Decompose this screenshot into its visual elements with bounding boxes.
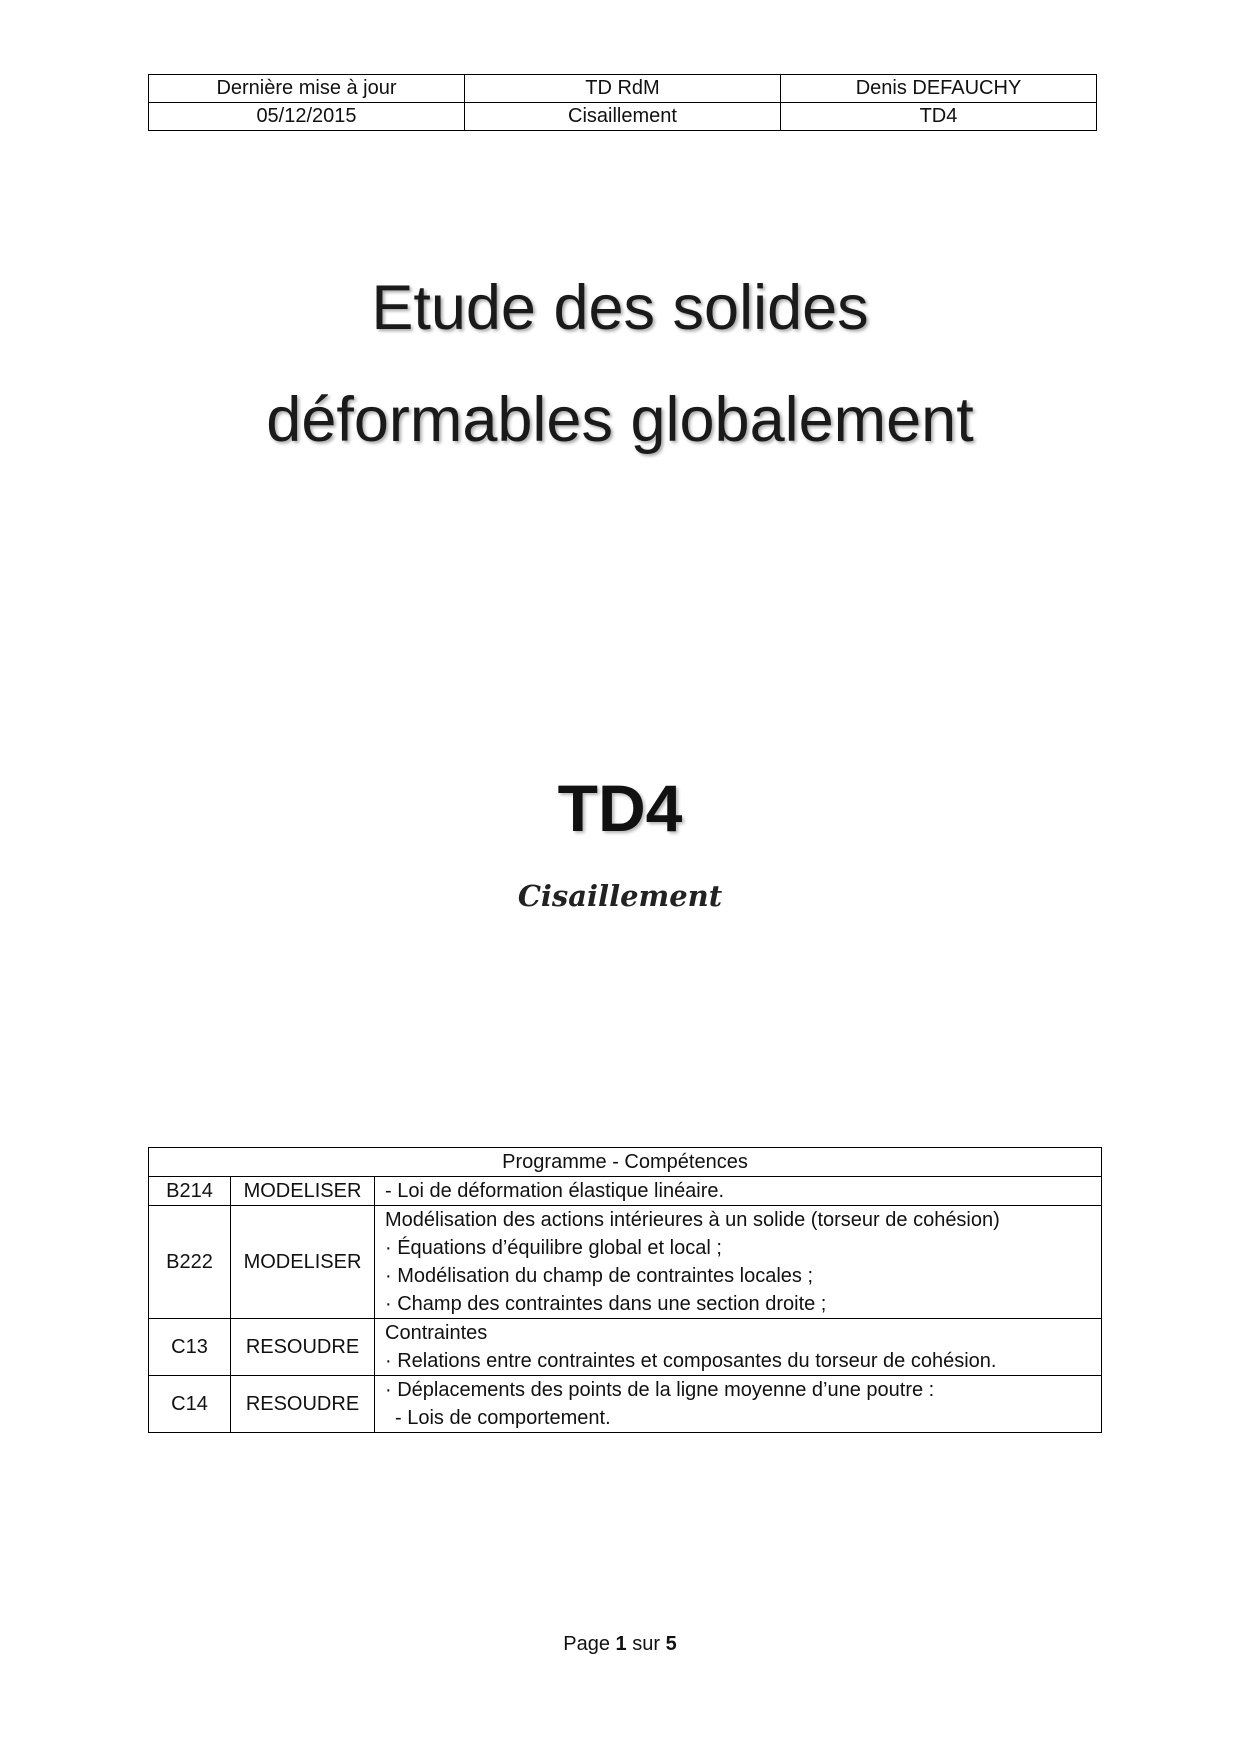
competence-line: · Équations d’équilibre global et local ; [385,1237,722,1259]
page-title [0,252,1240,476]
footer-middle: sur [632,1633,661,1655]
competence-category: RESOUDRE [231,1376,375,1433]
competence-line: Contraintes [385,1322,488,1344]
competence-code: C14 [149,1376,231,1433]
header-label-updated: Dernière mise à jour [149,75,465,103]
page-title-line-2: déformables globalement [266,385,974,455]
competence-line: - Loi de déformation élastique linéaire. [385,1180,725,1202]
table-row [149,1206,1102,1319]
table-row [149,1177,1102,1206]
page-title-line-1: Etude des solides [371,273,869,343]
header-row [149,75,1097,103]
competence-code: B214 [149,1177,231,1206]
header-author: Denis DEFAUCHY [781,75,1097,103]
competences-table [148,1147,1102,1433]
footer-prefix: Page [563,1633,610,1655]
competence-code: C13 [149,1319,231,1376]
competence-category: MODELISER [231,1206,375,1319]
competence-line: - Lois de comportement. [395,1407,611,1429]
competence-category: MODELISER [231,1177,375,1206]
competence-category: RESOUDRE [231,1319,375,1376]
competence-line: · Déplacements des points de la ligne moyenne d’une poutre : [385,1379,935,1401]
table-row [149,1319,1102,1376]
footer-current-page: 1 [615,1633,627,1655]
td-number-title: TD4 [557,771,683,845]
competence-line: · Modélisation du champ de contraintes locales ; [385,1265,814,1287]
footer-total-pages: 5 [665,1633,677,1655]
page-footer [0,1630,1240,1658]
competence-line: · Relations entre contraintes et composantes du torseur de cohésion. [385,1350,997,1372]
competence-description [375,1376,1102,1433]
header-date: 05/12/2015 [149,103,465,131]
competence-code: B222 [149,1206,231,1319]
competence-description [375,1319,1102,1376]
table-row [149,1376,1102,1433]
competences-heading: Programme - Compétences [149,1148,1102,1177]
competence-line: · Champ des contraintes dans une section droite ; [385,1293,827,1315]
competence-description [375,1177,1102,1206]
header-td-number: TD4 [781,103,1097,131]
competence-description [375,1206,1102,1319]
header-table [148,74,1097,131]
competences-heading-row [149,1148,1102,1177]
header-course: TD RdM [465,75,781,103]
header-row [149,103,1097,131]
subtitle: Cisaillement [517,879,723,913]
competence-line: Modélisation des actions intérieures à un solide (torseur de cohésion) [385,1209,1000,1231]
header-topic: Cisaillement [465,103,781,131]
